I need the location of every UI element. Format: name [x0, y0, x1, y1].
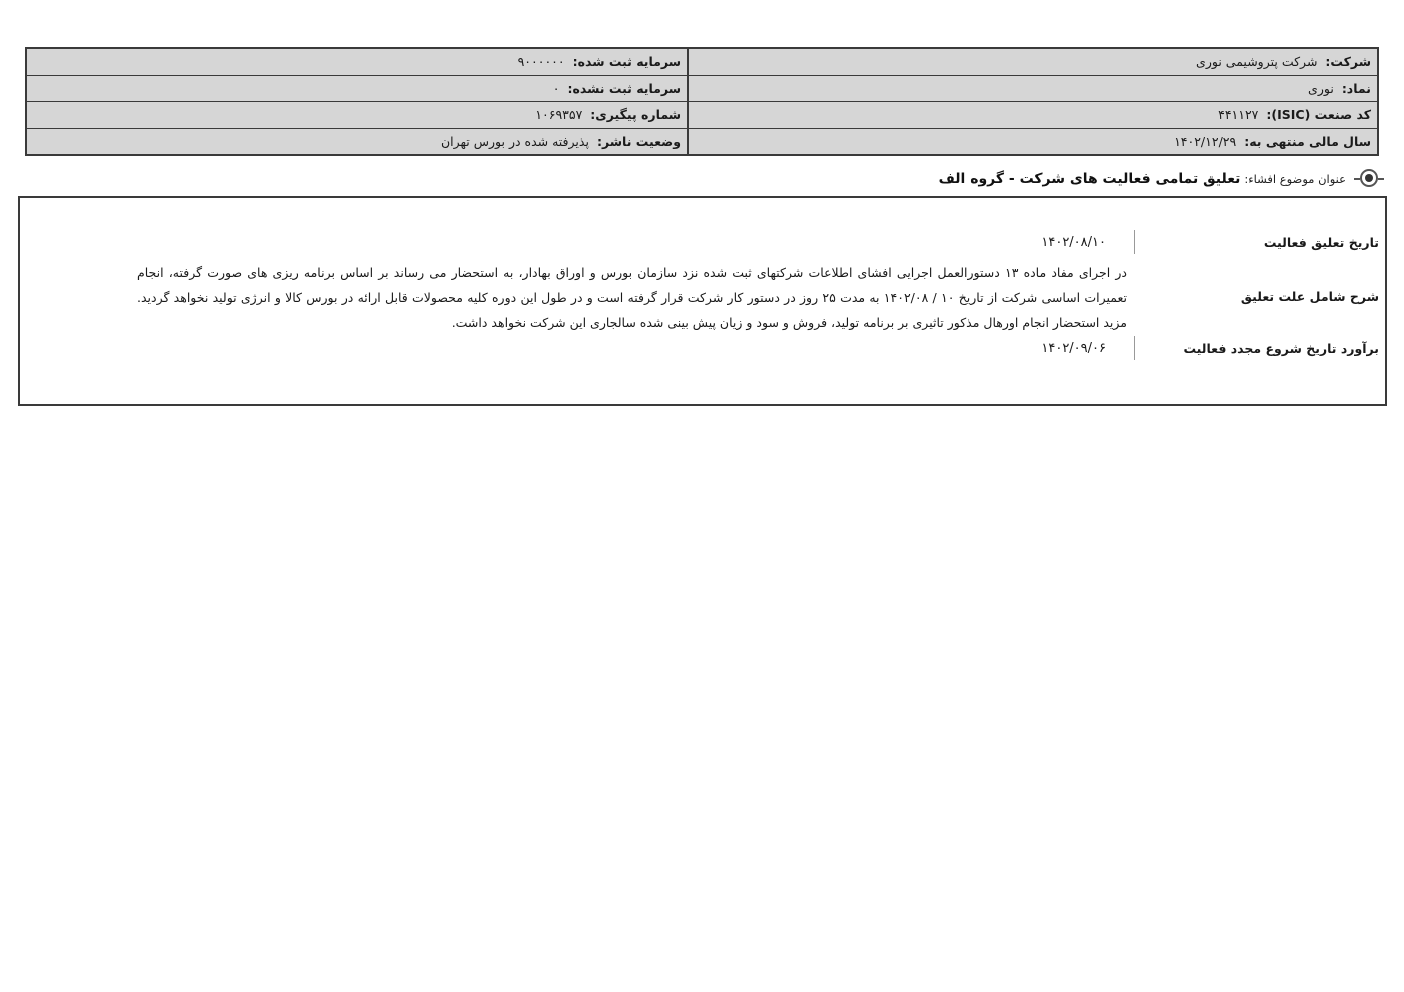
- symbol-label: نماد:: [1341, 80, 1371, 96]
- unregistered-capital-value: ۰: [552, 80, 560, 96]
- disclosure-subject: [939, 166, 1386, 192]
- row-divider: [1134, 336, 1135, 360]
- restart-date-value: ۱۴۰۲/۰۹/۰۶: [1041, 340, 1106, 356]
- suspension-date-label: تاریخ تعلیق فعالیت: [1263, 234, 1379, 250]
- info-row-isic: [27, 102, 1377, 129]
- tracking-label: شماره پیگیری:: [590, 107, 681, 123]
- suspension-date-row: [1041, 230, 1385, 254]
- publisher-status-cell: [27, 129, 687, 156]
- registered-capital-cell: [27, 49, 687, 75]
- isic-cell: [687, 102, 1377, 128]
- info-row-symbol: [27, 76, 1377, 103]
- target-bullet-icon: [1354, 166, 1386, 192]
- row-divider: [1134, 230, 1135, 254]
- unregistered-capital-label: سرمایه ثبت نشده:: [567, 80, 681, 96]
- reason-label: شرح شامل علت تعلیق: [1240, 288, 1379, 304]
- registered-capital-value: ۹۰۰۰۰۰۰: [517, 54, 565, 70]
- tracking-value: ۱۰۶۹۳۵۷: [535, 107, 583, 123]
- tracking-cell: [27, 102, 687, 128]
- isic-label: کد صنعت (ISIC):: [1266, 107, 1371, 123]
- publisher-status-value: پذیرفته شده در بورس تهران: [440, 134, 589, 150]
- suspension-date-value: ۱۴۰۲/۰۸/۱۰: [1041, 234, 1106, 250]
- disclosure-content: [18, 196, 1387, 406]
- company-cell: [687, 49, 1377, 75]
- company-value: شرکت پتروشیمی نوری: [1196, 54, 1318, 70]
- info-row-fiscal-year: [27, 129, 1377, 156]
- subject-title: تعلیق تمامی فعالیت های شرکت - گروه الف: [938, 171, 1241, 187]
- company-label: شرکت:: [1325, 54, 1371, 70]
- fiscal-year-cell: [687, 129, 1377, 156]
- registered-capital-label: سرمایه ثبت شده:: [572, 54, 681, 70]
- restart-date-row: [1041, 336, 1385, 360]
- reason-row: [137, 260, 1385, 332]
- company-info-table: [25, 47, 1379, 156]
- subject-label: عنوان موضوع افشاء:: [1244, 172, 1346, 186]
- unregistered-capital-cell: [27, 76, 687, 102]
- publisher-status-label: وضعیت ناشر:: [596, 134, 681, 150]
- symbol-cell: [687, 76, 1377, 102]
- restart-date-label: برآورد تاریخ شروع مجدد فعالیت: [1183, 340, 1379, 356]
- fiscal-year-label: سال مالی منتهی به:: [1244, 134, 1371, 150]
- fiscal-year-value: ۱۴۰۲/۱۲/۲۹: [1174, 134, 1237, 150]
- info-row-company: [27, 49, 1377, 76]
- reason-text: در اجرای مفاد ماده ۱۳ دستورالعمل اجرایی افشای اطلاعات شرکتهای ثبت شده نزد سازمان بورس و اوراق بهادار، به استحضار می رساند بر اساس برنامه ریزی های صورت گرفته، انجام تعمیرات اساسی شرکت از تاریخ ۱۰ / ۱۴۰۲/۰۸ به مدت ۲۵ روز در دستور کار شرکت قرار گرفته است و در طول این دوره کلیه محصولات قابل ارائه در بورس کالا و انرژی تولید نخواهد گردید. مزید استحضار انجام اورهال مذکور تاثیری بر برنامه تولید، فروش و سود و زیان پیش بینی شده سالجاری این شرکت نخواهد داشت.: [137, 265, 1127, 330]
- symbol-value: نوری: [1308, 80, 1334, 96]
- isic-value: ۴۴۱۱۲۷: [1218, 107, 1259, 123]
